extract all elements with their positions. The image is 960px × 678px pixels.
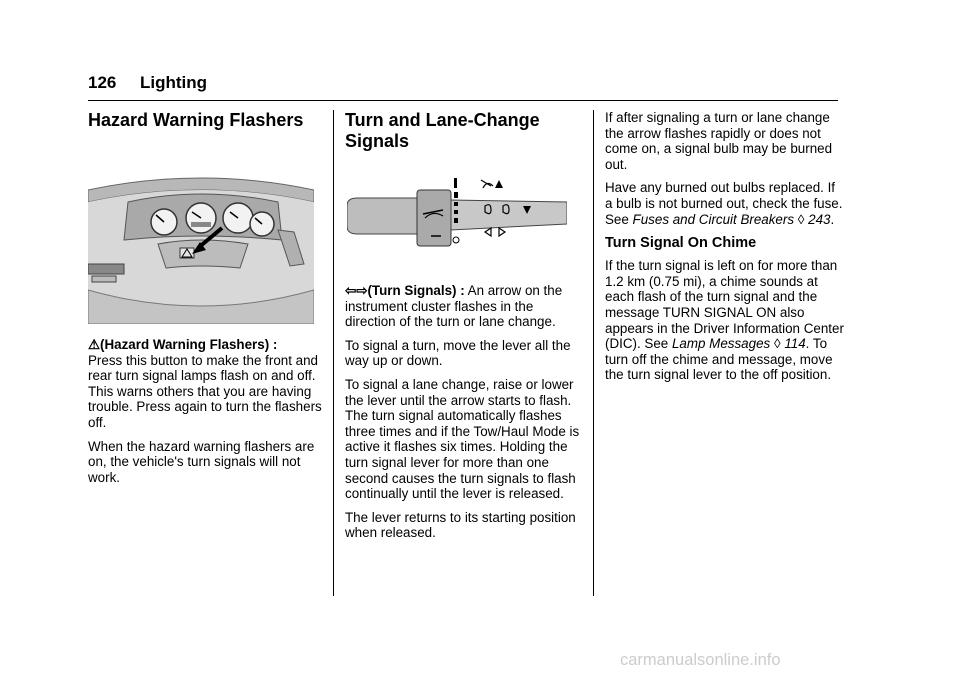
lamp-messages-link[interactable]: Lamp Messages — [671, 336, 771, 352]
turn-arrows-icon: ⇦⇨ — [345, 283, 368, 298]
column-divider — [593, 110, 594, 596]
page-ref-icon: ◊ — [773, 336, 781, 352]
turn-signal-lever-illustration — [347, 176, 567, 252]
turn-para2: To signal a turn, move the lever all the way up or down. — [345, 337, 571, 369]
hazard-label: (Hazard Warning Flashers) : — [100, 337, 278, 352]
page-header — [88, 70, 838, 101]
turn-para4: The lever returns to its starting position when released. — [345, 509, 576, 541]
chime-text: If the turn signal is left on for more than 1.2 km (0.75 mi), a chime sounds at each flash of the turn signal and the message TURN SIGNAL ON also appears in the Driver Information Center (DIC). See — [605, 258, 844, 352]
turn-para3: To signal a lane change, raise or lower the lever until the arrow starts to flash. The turn signal automatically flashes three times and if the Tow/Haul Mode is active it flashes six times. Holding the turn signal lever for more than one second causes the turn signals to flash continually until the lever is released. — [345, 376, 580, 502]
fuses-link[interactable]: Fuses and Circuit Breakers — [632, 211, 795, 227]
page-number: 126 — [88, 73, 117, 92]
turn-heading: Turn and Lane-Change Signals — [345, 110, 540, 151]
fuses-page-ref[interactable]: 243 — [808, 211, 831, 227]
page-ref-icon: ◊ — [797, 211, 805, 227]
column-hazard — [88, 110, 323, 131]
hazard-dashboard-illustration — [88, 172, 314, 324]
turn-text — [345, 283, 580, 549]
column-divider — [333, 110, 334, 596]
hazard-text — [88, 337, 323, 493]
turn-label-text: An arrow on the instrument cluster flashes in the direction of the turn or lane change. — [345, 283, 563, 330]
hazard-warning-icon: ⚠ — [88, 337, 101, 352]
column-bulb: If after signaling a turn or lane change the arrow flashes rapidly or does not come on, a signal bulb may be burned out. Have any burned out bulbs replaced. If a bulb is not burned out, check the fuse. See Fuses and Circuit Breakers ◊ 243. Turn Signal On Chime If the turn signal is left on for more than 1.2 km (0.75 mi), a chime sounds at each flash of the turn signal and the message TURN SIGNAL ON also appears in the Driver Information Center (DIC). See Lamp Messages ◊ 114. To turn off the chime and message, move the turn signal lever to the off position. — [605, 110, 844, 383]
chime-heading: Turn Signal On Chime — [605, 235, 757, 252]
hazard-para2: When the hazard warning flashers are on, the vehicle's turn signals will not work. — [88, 438, 315, 485]
lamp-messages-page-ref[interactable]: 114 — [784, 336, 806, 352]
watermark: carmanualsonline.info — [620, 651, 781, 669]
section-title: Lighting — [140, 73, 208, 92]
turn-label: (Turn Signals) : — [367, 283, 465, 298]
chime-text-end: . To turn off the chime and message, move the turn signal lever to the off position. — [605, 336, 833, 383]
bulb-para2-text: Have any burned out bulbs replaced. If a bulb is not burned out, check the fuse. See — [605, 180, 843, 227]
hazard-para1: Press this button to make the front and rear turn signal lamps flash on and off. This warns others that you are having trouble. Press again to turn the flashers off. — [88, 352, 322, 430]
hazard-heading: Hazard Warning Flashers — [88, 110, 304, 130]
bulb-para1: If after signaling a turn or lane change the arrow flashes rapidly or does not come on, a signal bulb may be burned out. — [605, 110, 833, 172]
column-turn — [345, 110, 580, 152]
